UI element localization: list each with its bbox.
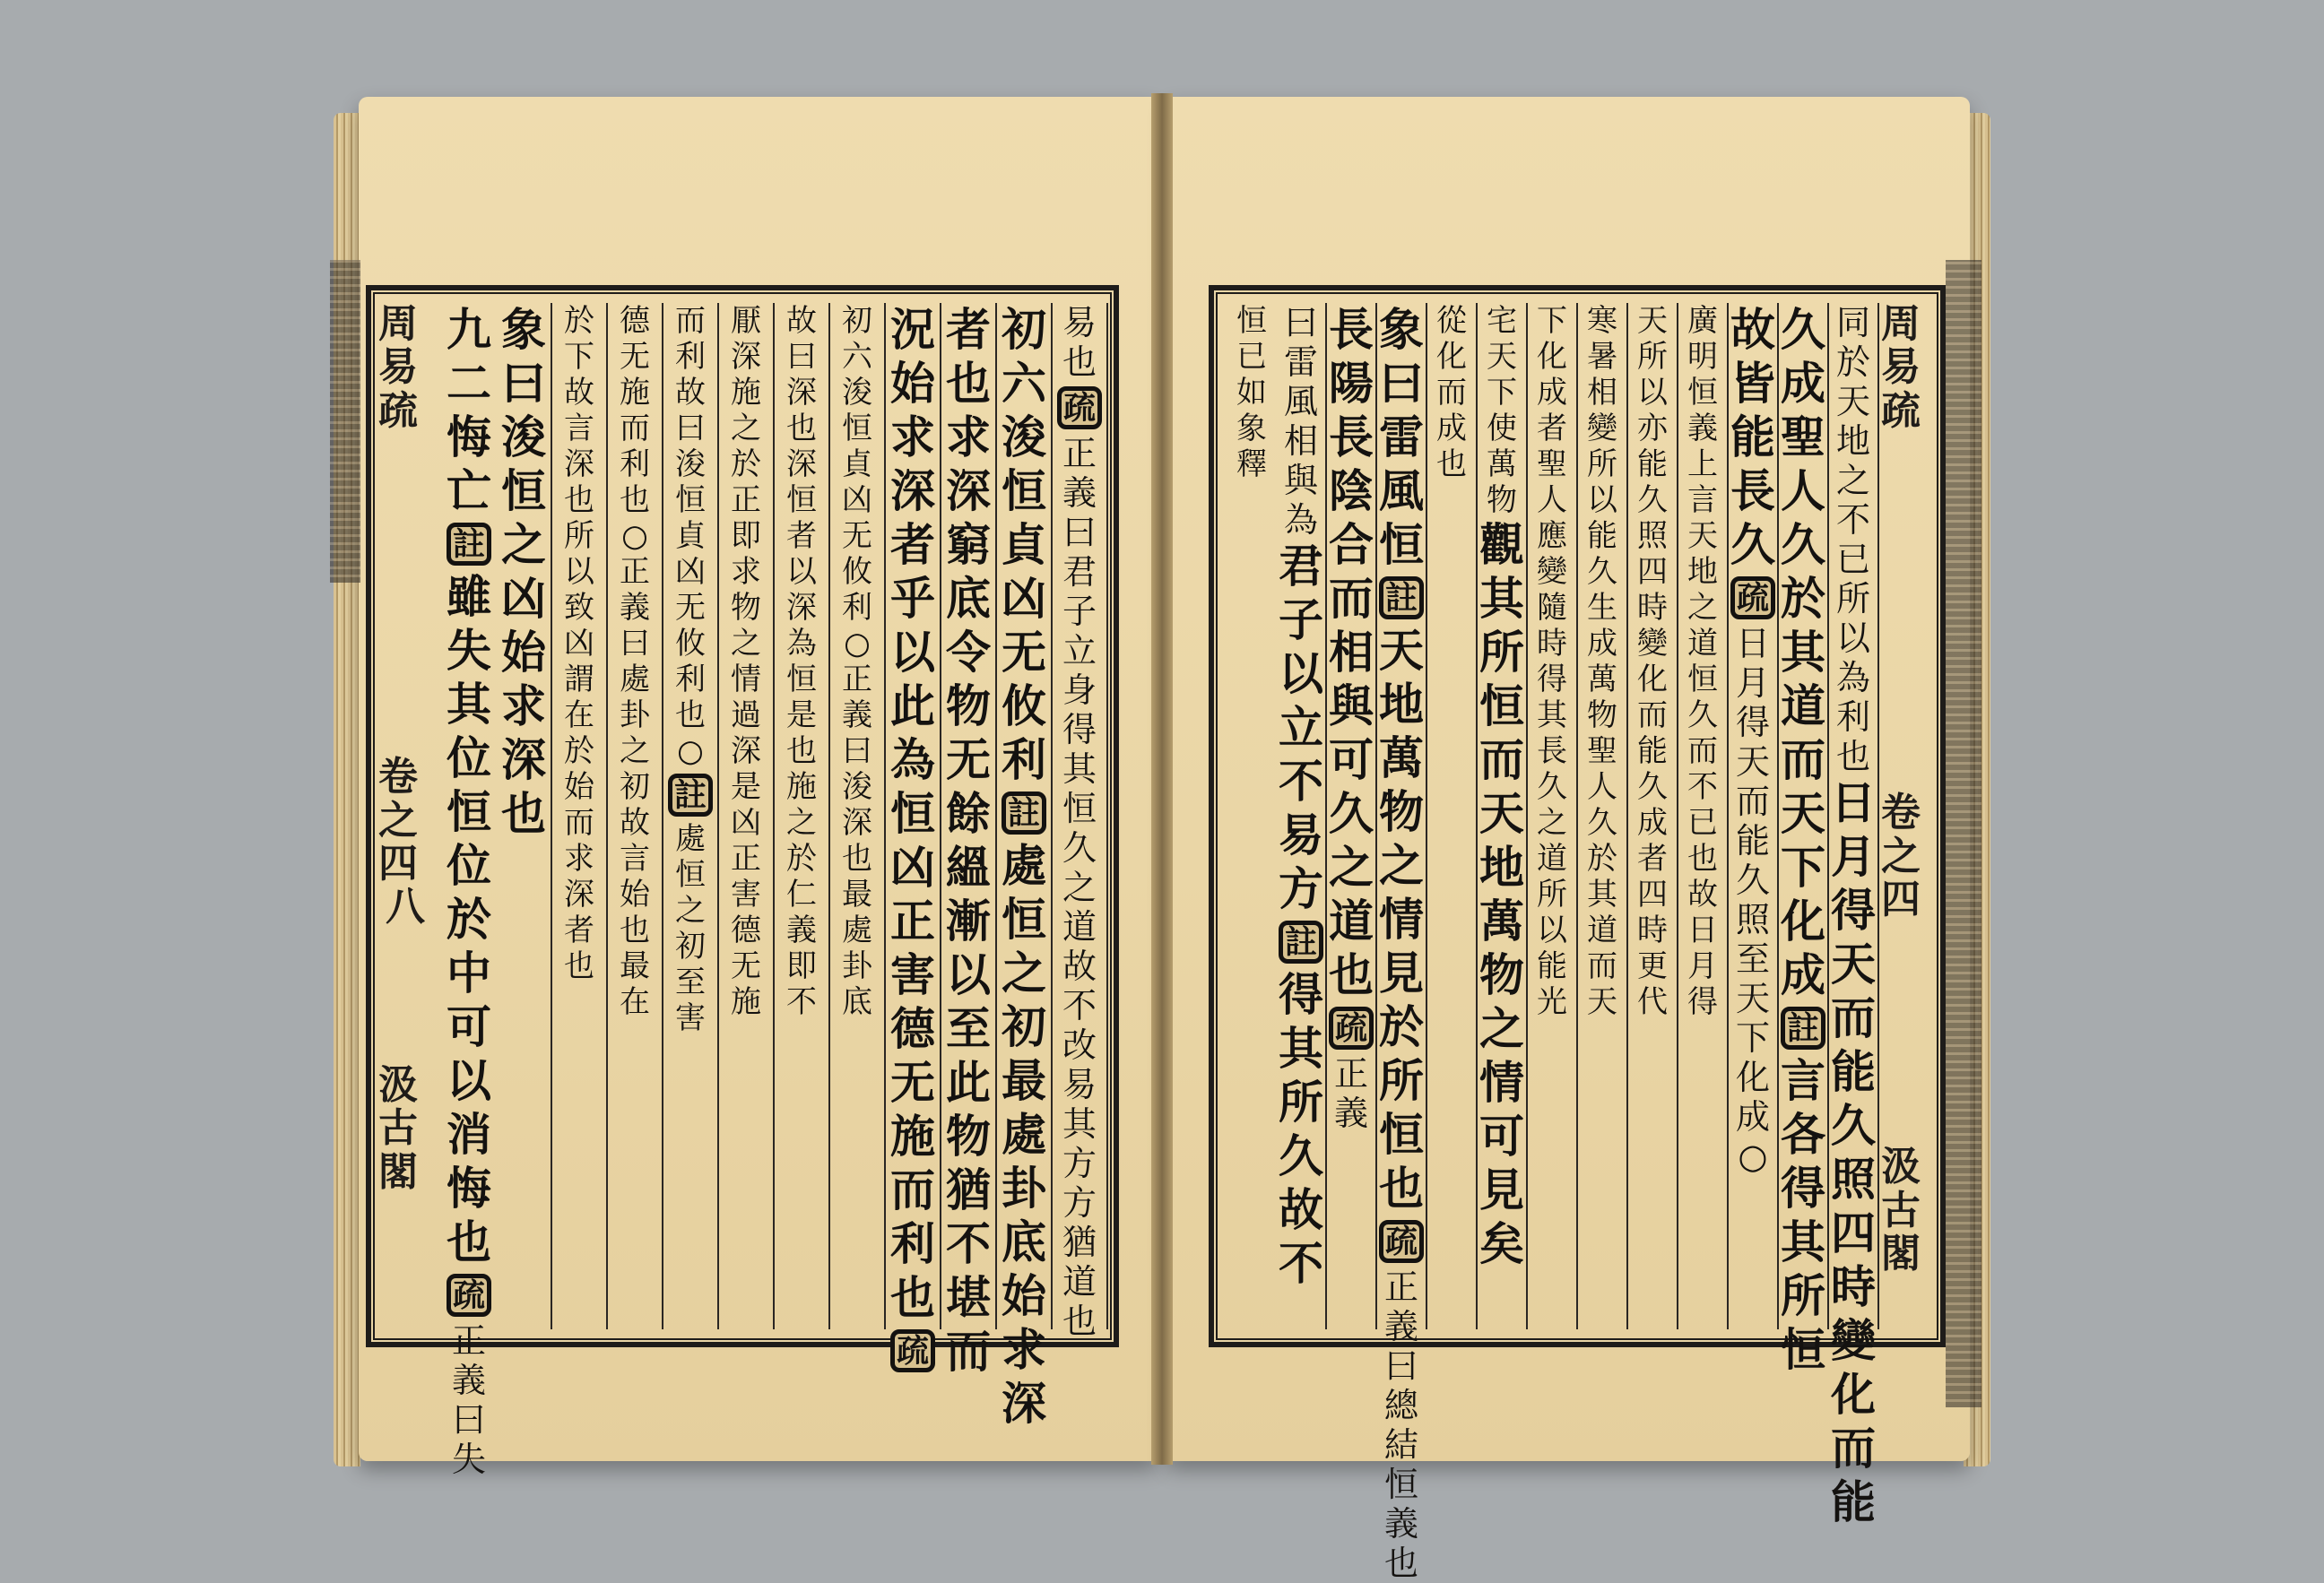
text-run: 而 利 故 曰 浚 恒 貞 凶 无 攸 利 也 ○	[675, 303, 706, 769]
right-page-print-frame	[1209, 285, 1946, 1583]
text-run: 下 化 成 者 聖 人 應 變 隨 時 得 其 長 久 之 道 所 以 能 光	[1537, 303, 1567, 1020]
right-edge-thumb-mark	[1946, 260, 1981, 1407]
text-run: 初 六 浚 恒 貞 凶 无 攸 利 ○ 正 義 曰 浚 深 也 最 處 卦 底	[842, 303, 872, 1020]
text-run: 雖 失 其 位 恒 位 於 中 可 以 消 悔 也	[447, 570, 491, 1268]
text-column	[1678, 303, 1729, 1329]
text-run: 日 月 得 天 而 能 久 照 至 天 下 化 成 ○	[1735, 624, 1770, 1176]
text-run: 廣 明 恒 義 上 言 天 地 之 道 恒 久 而 不 已 也 故 日 月 得	[1687, 303, 1718, 1020]
annotation-mark: 疏	[447, 1274, 491, 1317]
text-run: 言 各 得 其 所 恒	[1781, 1054, 1825, 1376]
annotation-mark: 疏	[890, 1329, 935, 1372]
text-column	[552, 303, 608, 1329]
text-run: 曰 雷 風 相 與 為	[1283, 303, 1318, 540]
left-edge-thumb-mark	[330, 260, 360, 583]
text-run: 君 子 以 立 不 易 方	[1279, 540, 1323, 915]
text-run: 日 月 得 天 而 能 久 照 四 時 變 化 而 能	[1831, 776, 1876, 1528]
text-run: 易 也	[1062, 303, 1097, 382]
spine-leaf: 八	[386, 884, 425, 930]
text-column	[1779, 303, 1829, 1376]
text-column	[719, 303, 775, 1329]
text-run: 天 地 萬 物 之 情 見 於 所 恒 也	[1379, 624, 1424, 1215]
text-column	[663, 303, 719, 1329]
text-run: 久 成 聖 人 久 於 其 道 而 天 下 化 成	[1781, 303, 1825, 1001]
annotation-mark: 註	[1781, 1007, 1825, 1050]
annotation-mark: 疏	[1329, 1007, 1374, 1050]
text-run: 正 義	[1333, 1054, 1368, 1133]
text-column	[608, 303, 663, 1329]
text-column	[1227, 303, 1277, 1329]
text-column	[1628, 303, 1678, 1329]
text-run: 天 所 以 亦 能 久 照 四 時 變 化 而 能 久 成 者 四 時 更 代	[1637, 303, 1668, 1020]
text-column	[1377, 303, 1427, 1583]
text-column	[1427, 303, 1478, 1329]
annotation-mark: 註	[668, 774, 713, 817]
text-run: 況 始 求 深 者 乎 以 此 為 恒 凶 正 害 德 无 施 而 利 也	[890, 303, 935, 1324]
text-column	[997, 303, 1053, 1430]
text-run: 從 化 而 成 也	[1436, 303, 1467, 482]
text-run: 處 恒 之 初 最 處 卦 底 始 求 深	[1002, 839, 1046, 1430]
text-column	[1327, 303, 1377, 1329]
text-run: 正 義 曰 總 結 恒 義 也	[1383, 1267, 1418, 1583]
text-column	[1578, 303, 1628, 1329]
text-column	[1829, 303, 1879, 1528]
text-column	[830, 303, 886, 1329]
text-column	[886, 303, 941, 1370]
text-run: 恒 已 如 象 釋	[1236, 303, 1267, 482]
text-run: 九 二 悔 亡	[447, 303, 491, 517]
text-run: 德 无 施 而 利 也 ○ 正 義 曰 處 卦 之 初 故 言 始 也 最 在	[620, 303, 650, 1020]
text-column	[1277, 303, 1327, 1329]
annotation-mark: 疏	[1379, 1220, 1424, 1263]
text-column	[497, 303, 552, 1329]
book-gutter	[1151, 93, 1173, 1465]
left-page-print-frame	[366, 285, 1119, 1479]
text-run: 得 其 所 久 故 不	[1279, 968, 1323, 1290]
text-run: 於 下 故 言 深 也 所 以 致 凶 謂 在 於 始 而 求 深 者 也	[564, 303, 594, 984]
right-page-spine	[1881, 303, 1935, 1329]
text-column	[775, 303, 830, 1329]
spine-publisher: 汲古閣	[1881, 1144, 1921, 1277]
annotation-mark: 疏	[1730, 576, 1775, 619]
text-column	[941, 303, 997, 1378]
annotation-mark: 疏	[1057, 386, 1102, 429]
text-run: 象 曰 浚 恒 之 凶 始 求 深 也	[501, 303, 546, 840]
spine-title: 周易疏	[1881, 301, 1921, 434]
spine-volume: 卷之四	[378, 754, 418, 887]
text-run: 厭 深 施 之 於 正 即 求 物 之 情 過 深 是 凶 正 害 德 无 施	[731, 303, 761, 1020]
text-run: 初 六 浚 恒 貞 凶 无 攸 利	[1002, 303, 1046, 786]
annotation-mark: 註	[1279, 921, 1323, 964]
left-page-spine	[378, 303, 432, 1329]
text-run: 正 義 曰 君 子 立 身 得 其 恒 久 之 道 故 不 改 易 其 方 方 猶 道 也	[1062, 434, 1097, 1341]
text-run: 故 曰 深 也 深 恒 者 以 深 為 恒 是 也 施 之 於 仁 義 即 不	[786, 303, 817, 1020]
spine-publisher: 汲古閣	[378, 1061, 418, 1195]
text-run: 者 也 求 深 窮 底 令 物 无 餘 縕 漸 以 至 此 物 猶 不 堪 而	[946, 303, 991, 1378]
text-column	[441, 303, 497, 1479]
text-column	[1053, 303, 1108, 1341]
text-run: 故 皆 能 長 久	[1730, 303, 1775, 571]
spine-title: 周易疏	[378, 301, 418, 434]
text-run: 寒 暑 相 變 所 以 能 久 生 成 萬 物 聖 人 久 於 其 道 而 天	[1587, 303, 1617, 1020]
spine-volume: 卷之四	[1881, 790, 1921, 922]
text-run: 處 恒 之 初 至 害	[675, 821, 706, 1036]
text-run: 正 義 曰 失	[451, 1321, 486, 1479]
text-column	[1528, 303, 1578, 1329]
text-run: 長 陽 長 陰 合 而 相 與 可 久 之 道 也	[1329, 303, 1374, 1001]
text-column	[1478, 303, 1528, 1329]
text-run: 宅 天 下 使 萬 物	[1487, 303, 1517, 518]
annotation-mark: 註	[1002, 792, 1046, 835]
text-run: 同 於 天 地 之 不 已 所 以 為 利 也	[1835, 303, 1870, 776]
annotation-mark: 註	[1379, 576, 1424, 619]
text-run: 觀 其 所 恒 而 天 地 萬 物 之 情 可 見 矣	[1479, 518, 1524, 1270]
text-column	[1729, 303, 1779, 1329]
text-run: 象 曰 雷 風 恒	[1379, 303, 1424, 571]
annotation-mark: 註	[447, 523, 491, 566]
